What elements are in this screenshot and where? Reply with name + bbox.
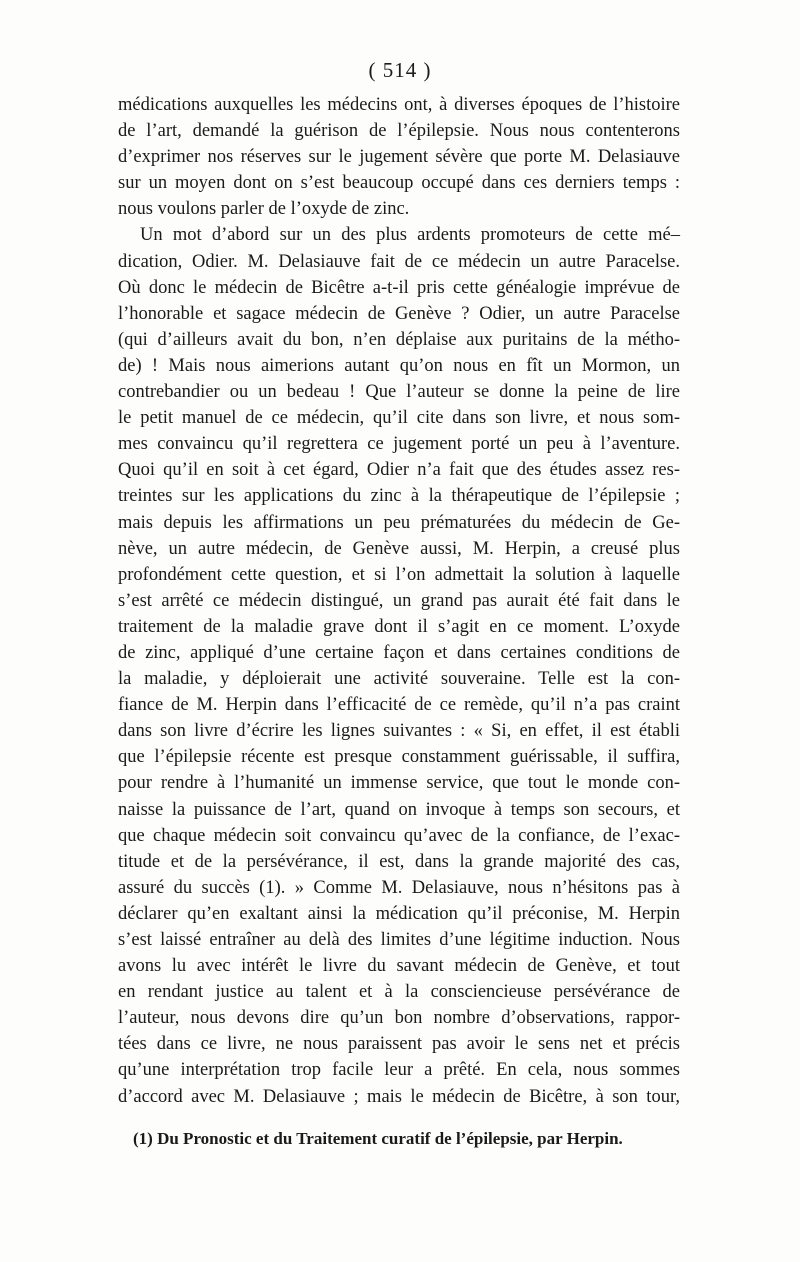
text-line: mais depuis les affirmations un peu prématurées du médecin de Ge- (118, 512, 680, 533)
text-line: l’auteur, nous devons dire qu’un bon nombre d’observations, rappor- (118, 1008, 680, 1029)
text-line: Où donc le médecin de Bicêtre a-t-il pris cette généalogie imprévue de (118, 277, 680, 298)
text-line: d’exprimer nos réserves sur le jugement sévère que porte M. Delasiauve (118, 147, 680, 168)
text-line: traitement de la maladie grave dont il s’agit en ce moment. L’oxyde (118, 616, 680, 637)
text-line: profondément cette question, et si l’on admettait la solution à laquelle (118, 564, 680, 585)
text-line: médications auxquelles les médecins ont, à diverses époques de l’histoire (118, 95, 680, 115)
text-line: déclarer qu’en exaltant ainsi la médication qu’il préconise, M. Herpin (118, 903, 680, 924)
text-line: dication, Odier. M. Delasiauve fait de ce médecin un autre Paracelse. (118, 251, 680, 272)
text-line: mes convaincu qu’il regrettera ce jugement porté un peu à l’aventure. (118, 434, 680, 455)
text-line: fiance de M. Herpin dans l’efficacité de ce remède, qu’il n’a pas craint (118, 695, 680, 716)
text-line: titude et de la persévérance, il est, dans la grande majorité des cas, (118, 851, 680, 872)
text-line: s’est arrêté ce médecin distingué, un grand pas aurait été fait dans le (118, 590, 680, 611)
text-line: nous voulons parler de l’oxyde de zinc. (118, 199, 410, 220)
body-text (118, 92, 680, 1110)
text-line: assuré du succès (1). » Comme M. Delasiauve, nous n’hésitons pas à (118, 877, 680, 898)
text-line: (qui d’ailleurs avait du bon, n’en déplaise aux puritains de la métho- (118, 329, 680, 350)
text-line: que chaque médecin soit convaincu qu’avec de la confiance, de l’exac- (118, 825, 680, 846)
text-line: le petit manuel de ce médecin, qu’il cite dans son livre, et nous som- (118, 408, 680, 429)
text-line: contrebandier ou un bedeau ! Que l’auteur se donne la peine de lire (118, 382, 680, 403)
text-line: pour rendre à l’humanité un immense service, que tout le monde con- (118, 773, 680, 794)
text-line: de) ! Mais nous aimerions autant qu’on nous en fît un Mormon, un (118, 355, 680, 376)
footnote: (1) Du Pronostic et du Traitement curatif de l’épilepsie, par Herpin. (133, 1129, 623, 1148)
text-line: sur un moyen dont on s’est beaucoup occupé dans ces derniers temps : (118, 173, 680, 194)
text-line: de zinc, appliqué d’une certaine façon et dans certaines conditions de (118, 642, 680, 663)
text-line: en rendant justice au talent et à la consciencieuse persévérance de (118, 982, 680, 1003)
text-line: l’honorable et sagace médecin de Genève ? Odier, un autre Paracelse (118, 303, 680, 324)
text-line: avons lu avec intérêt le livre du savant médecin de Genève, et tout (118, 956, 680, 977)
text-line: Un mot d’abord sur un des plus ardents promoteurs de cette mé– (140, 225, 680, 246)
text-line: nève, un autre médecin, de Genève aussi, M. Herpin, a creusé plus (118, 538, 680, 559)
text-line: tées dans ce livre, ne nous paraissent pas avoir le sens net et précis (118, 1034, 680, 1055)
text-line: de l’art, demandé la guérison de l’épilepsie. Nous nous contenterons (118, 121, 680, 142)
text-line: dans son livre d’écrire les lignes suivantes : « Si, en effet, il est établi (118, 721, 680, 742)
text-line: treintes sur les applications du zinc à la thérapeutique de l’épilepsie ; (118, 486, 680, 507)
text-line: s’est laissé entraîner au delà des limites d’une légitime induction. Nous (118, 930, 680, 950)
page-number: ( 514 ) (368, 58, 432, 82)
text-line: la maladie, y déploierait une activité souveraine. Telle est la con- (118, 669, 680, 690)
text-line: Quoi qu’il en soit à cet égard, Odier n’a fait que des études assez res- (118, 460, 680, 481)
text-line: naisse la puissance de l’art, quand on invoque à temps son secours, et (118, 799, 680, 820)
text-line: qu’une interprétation trop facile leur a prêté. En cela, nous sommes (118, 1060, 680, 1081)
text-line: d’accord avec M. Delasiauve ; mais le médecin de Bicêtre, à son tour, (118, 1086, 680, 1107)
text-line: que l’épilepsie récente est presque constamment guérissable, il suffira, (118, 747, 680, 768)
